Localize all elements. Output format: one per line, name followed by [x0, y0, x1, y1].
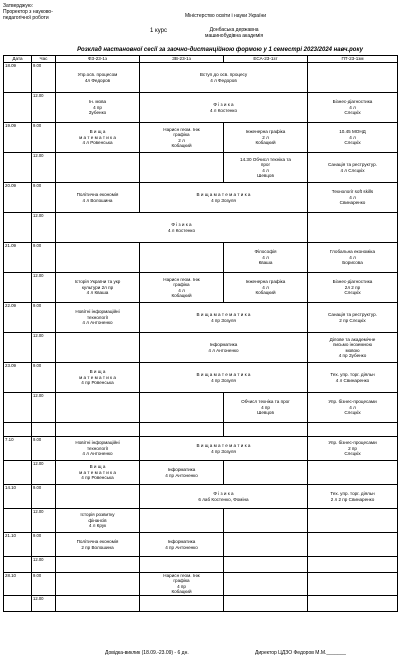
class-cell: [56, 557, 140, 573]
class-cell: Нарисн геом. Інж графіка 2 л Кобацкий: [140, 123, 224, 153]
class-cell: [56, 393, 140, 423]
schedule-body: [4, 63, 398, 612]
date-cell: [4, 333, 32, 363]
class-cell: [56, 485, 140, 509]
class-cell: 10.45 МОНД 4 л Слєцкіх: [308, 123, 398, 153]
class-cell: [140, 557, 224, 573]
column-header-time: Час: [32, 56, 56, 63]
table-row: [4, 63, 398, 93]
table-row: [4, 437, 398, 461]
table-row: [4, 123, 398, 153]
class-cell: Вступ до осв. процесу 4 л Федоров: [140, 63, 308, 93]
column-header-group: ФЗ-23-1з: [56, 56, 140, 63]
time-cell: 9.00: [32, 363, 56, 393]
date-cell: [4, 273, 32, 303]
class-cell: Політична економія 2 пр Волошина: [56, 533, 140, 557]
time-cell: 12.00: [32, 509, 56, 533]
time-cell: 9.00: [32, 183, 56, 213]
class-cell: Інженерна графіка 2 л Кобацкий: [224, 123, 308, 153]
table-row: [4, 363, 398, 393]
table-row: [4, 573, 398, 596]
class-cell: В и щ а м а т е м а т и к а 4 пр Ровенська: [56, 461, 140, 485]
table-row: [4, 461, 398, 485]
class-cell: [56, 333, 140, 363]
time-cell: 9.00: [32, 533, 56, 557]
class-cell: Новітні інформаційні технології 4 л Антоненко: [56, 437, 140, 461]
time-cell: 12.00: [32, 393, 56, 423]
time-cell: 12.00: [32, 461, 56, 485]
time-cell: 9.00: [32, 63, 56, 93]
date-cell: [4, 557, 32, 573]
time-cell: 12.00: [32, 333, 56, 363]
table-row: [4, 153, 398, 183]
table-row: [4, 93, 398, 123]
date-cell: [4, 213, 32, 243]
table-row: [4, 273, 398, 303]
class-cell: Філософія 4 л Кваша: [224, 243, 308, 273]
schedule-table: [3, 55, 398, 612]
academy-label: [205, 27, 263, 39]
class-cell: [56, 153, 140, 183]
class-cell: Інформатика 4 пр Антоненко: [140, 533, 224, 557]
class-cell: Історія України та укр культури 2л пр 4 л Кваша: [56, 273, 140, 303]
date-cell: 7.10: [4, 437, 32, 461]
class-cell: [224, 423, 308, 437]
class-cell: Інформатика 4 л Антоненко: [140, 333, 308, 363]
time-cell: 12.00: [32, 153, 56, 183]
class-cell: Новітні інформаційні технології 4 л Антоненко: [56, 303, 140, 333]
class-cell: [140, 423, 224, 437]
date-cell: [4, 93, 32, 123]
time-cell: 12.00: [32, 595, 56, 611]
approval-block: [3, 3, 53, 21]
class-cell: Упр. бізнес-процесами 2 пр Слєцкіх: [308, 437, 398, 461]
class-cell: [308, 509, 398, 533]
date-cell: 23.09: [4, 363, 32, 393]
date-cell: [4, 423, 32, 437]
date-cell: [4, 393, 32, 423]
approval-line: Проректор з науково-: [3, 9, 53, 15]
academy-line: машинобудівна академія: [205, 33, 264, 39]
approval-line: педагогічної роботи: [3, 15, 49, 21]
date-cell: 20.09: [4, 183, 32, 213]
date-cell: 21.09: [4, 243, 32, 273]
class-cell: Ф і з и к а 4 л Костенко: [140, 93, 308, 123]
class-cell: Нарисн геом. Інж графіка 4 пр Кобацкий: [140, 573, 224, 596]
table-row: [4, 243, 398, 273]
class-cell: [308, 533, 398, 557]
class-cell: Нарисн геом. Інж графіка 4 л Кобацкий: [140, 273, 224, 303]
class-cell: [56, 595, 140, 611]
class-cell: В и щ а м а т е м а т и к а 4 л Ровенська: [56, 123, 140, 153]
course-label: 1 курс: [150, 28, 167, 34]
class-cell: Глобальна економіка 4 л Борисова: [308, 243, 398, 273]
class-cell: Історія розвитку фінансів 4 л Крук: [56, 509, 140, 533]
date-cell: 18.09: [4, 63, 32, 93]
table-row: [4, 557, 398, 573]
date-cell: [4, 595, 32, 611]
table-row: [4, 595, 398, 611]
class-cell: [56, 423, 140, 437]
class-cell: [308, 423, 398, 437]
class-cell: [140, 243, 224, 273]
time-cell: 9.00: [32, 573, 56, 596]
date-cell: 21.10: [4, 533, 32, 557]
time-cell: 12.00: [32, 213, 56, 243]
time-cell: 9.00: [32, 243, 56, 273]
class-cell: Ф і з и к а 4 л Костенко: [56, 213, 308, 243]
class-cell: Технології soft skills 4 л Свинаренко: [308, 183, 398, 213]
class-cell: В и щ а м а т е м а т и к а 4 пр Зозуля: [140, 183, 308, 213]
class-cell: В и щ а м а т е м а т и к а 4 пр Зозуля: [140, 437, 308, 461]
date-cell: 22.09: [4, 303, 32, 333]
column-header-group: ЗВ-23-1з: [140, 56, 224, 63]
column-header-date: Дата: [4, 56, 32, 63]
class-cell: Обчисл техніка та прог 4 пр Шевцов: [224, 393, 308, 423]
class-cell: Ділове та академічне письмо іноземною мовою 4 пр Зубенко: [308, 333, 398, 363]
class-cell: [224, 461, 308, 485]
class-cell: Санація та реструктур. 2 пр Слєцкіх: [308, 303, 398, 333]
time-cell: 12.00: [32, 93, 56, 123]
class-cell: Тех. упр. торг. діяльн 2 л 2 пр Свинаренко: [308, 485, 398, 509]
date-cell: 19.09: [4, 123, 32, 153]
date-cell: 28.10: [4, 573, 32, 596]
class-cell: [308, 461, 398, 485]
time-cell: 9.00: [32, 123, 56, 153]
class-cell: Санація та реструктур. 4 л Слєцкіх: [308, 153, 398, 183]
class-cell: Бізнес-діагностика 2л 2 пр Слєцкіх: [308, 273, 398, 303]
table-row: [4, 509, 398, 533]
table-row: [4, 393, 398, 423]
class-cell: Ф і з и к а 6 лаб Костенко, Фоміна: [140, 485, 308, 509]
class-cell: 14.30 Обчисл техніка та прог 4 л Шевцов: [224, 153, 308, 183]
class-cell: [308, 595, 398, 611]
class-cell: [140, 153, 224, 183]
column-header-group: ЕСА-23-1зт: [224, 56, 308, 63]
ministry-label: Міністерство освіти і науки України: [185, 13, 267, 19]
table-row: [4, 183, 398, 213]
class-cell: Упр.осв. процесом 4л Федоров: [56, 63, 140, 93]
date-cell: [4, 153, 32, 183]
class-cell: [308, 63, 398, 93]
class-cell: [56, 243, 140, 273]
class-cell: Упр. бізнес-процесами 4 л Слєцкіх: [308, 393, 398, 423]
class-cell: Тех. упр. торг. діяльн 4 л Свинаренко: [308, 363, 398, 393]
class-cell: [308, 573, 398, 596]
academy-line: Донбаська державна: [209, 27, 259, 33]
class-cell: Політична економія 4 л Волошина: [56, 183, 140, 213]
table-row: [4, 533, 398, 557]
class-cell: Бізнес-діагностика 4 л Слєцкіх: [308, 93, 398, 123]
class-cell: В и щ а м а т е м а т и к а 4 пр Зозуля: [140, 303, 308, 333]
table-row: [4, 485, 398, 509]
table-row: [4, 303, 398, 333]
class-cell: В и щ а м а т е м а т и к а 4 пр Ровенська: [56, 363, 140, 393]
class-cell: Інформатика 4 пр Антоненко: [140, 461, 224, 485]
column-header-group: ПТ-23-1зм: [308, 56, 398, 63]
class-cell: [308, 213, 398, 243]
class-cell: [308, 557, 398, 573]
table-row: [4, 333, 398, 363]
class-cell: В и щ а м а т е м а т и к а 4 пр Зозуля: [140, 363, 308, 393]
date-cell: 14.10: [4, 485, 32, 509]
date-cell: [4, 461, 32, 485]
class-cell: [56, 573, 140, 596]
class-cell: [224, 557, 308, 573]
footer-note: Довідка-виклик (18.09.-23.09) - 6 дн.: [105, 650, 189, 656]
class-cell: [224, 573, 308, 596]
schedule-title: Розклад настановної сесії за заочно-дистанційною формою у 1 семестрі 2023/2024 навч.року: [77, 47, 363, 53]
class-cell: [140, 393, 224, 423]
time-cell: 9.00: [32, 437, 56, 461]
approval-line: Затверджую:: [3, 3, 33, 9]
table-row: [4, 423, 398, 437]
time-cell: [32, 423, 56, 437]
time-cell: 9.00: [32, 303, 56, 333]
date-cell: [4, 509, 32, 533]
time-cell: 9.00: [32, 485, 56, 509]
class-cell: [140, 595, 224, 611]
class-cell: [140, 509, 224, 533]
table-row: [4, 213, 398, 243]
header-row: [4, 56, 398, 63]
class-cell: Інженерна графіка 4 л Кобацкий: [224, 273, 308, 303]
time-cell: 12.00: [32, 273, 56, 303]
class-cell: [224, 509, 308, 533]
class-cell: [224, 533, 308, 557]
time-cell: 12.00: [32, 557, 56, 573]
footer-signature: Директор ЦДЗО Федоров М.М._______: [255, 650, 346, 656]
class-cell: Ін. мова 4 пр Зубенко: [56, 93, 140, 123]
class-cell: [224, 595, 308, 611]
